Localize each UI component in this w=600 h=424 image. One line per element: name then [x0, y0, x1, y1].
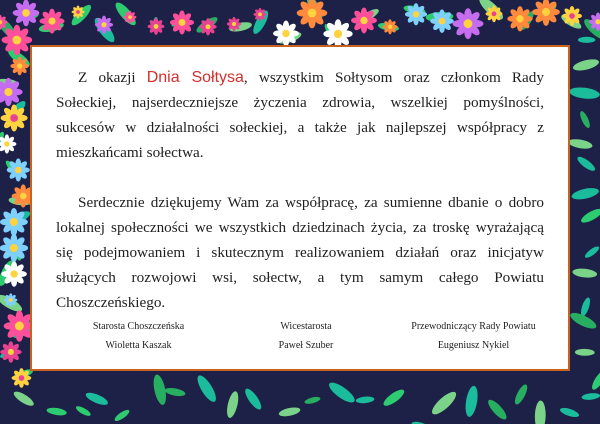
- leaf-shape: [356, 396, 375, 404]
- greeting-paragraph: [56, 65, 544, 165]
- signature-title: Wicestarosta: [280, 321, 332, 332]
- leaf-shape: [75, 404, 92, 417]
- leaf-shape: [429, 389, 459, 418]
- flower-shape: [148, 18, 165, 35]
- leaf-shape: [572, 57, 600, 73]
- leaf-shape: [572, 267, 598, 278]
- leaf-shape: [579, 296, 592, 317]
- leaf-shape: [164, 387, 186, 398]
- flower-shape: [12, 368, 32, 388]
- flower-shape: [7, 158, 30, 181]
- signatures: [56, 321, 556, 351]
- leaf-shape: [464, 385, 480, 418]
- leaf-shape: [113, 408, 131, 423]
- flower-shape: [95, 16, 113, 34]
- leaf-shape: [559, 406, 580, 419]
- flower-shape: [4, 293, 17, 306]
- signature-przewodniczacy: [391, 321, 556, 351]
- flower-shape: [273, 21, 299, 47]
- leaf-shape: [575, 154, 596, 173]
- flower-shape: [13, 0, 40, 26]
- flower-shape: [453, 8, 484, 39]
- flower-shape: [170, 10, 194, 34]
- leaf-shape: [581, 392, 600, 400]
- signature-starosta: [56, 321, 221, 351]
- flower-shape: [507, 6, 532, 31]
- thanks-paragraph: Serdecznie dziękujemy Wam za współpracę, za sumienne dbanie o dobro lokalnej społeczności we wszystkich dziedzinach życia, za troskę wyrażającą się podejmowaniem i skutecznym realizowaniem działań oraz inicjatyw służących rozwojowi wsi, sołectw, a tym samym całego Powiatu Choszczeńskiego.: [56, 194, 544, 311]
- leaf-shape: [583, 245, 600, 260]
- signature-title: Starosta Choszczeńska: [92, 321, 185, 332]
- leaf-shape: [278, 406, 301, 418]
- flower-shape: [199, 18, 216, 35]
- signature-title: Przewodniczący Rady Powiatu: [411, 321, 536, 332]
- flower-shape: [227, 17, 241, 31]
- leaf-shape: [485, 397, 509, 422]
- leaf-shape: [579, 206, 600, 225]
- leaf-shape: [513, 383, 530, 406]
- signature-name: Paweł Szuber: [278, 340, 334, 351]
- flower-shape: [0, 134, 16, 153]
- flower-shape: [0, 341, 21, 362]
- leaf-shape: [12, 389, 36, 408]
- greeting-card: [30, 45, 570, 371]
- flower-shape: [430, 9, 454, 33]
- leaf-shape: [571, 186, 600, 202]
- flower-shape: [486, 5, 503, 22]
- flower-shape: [253, 8, 266, 21]
- flower-shape: [40, 9, 65, 34]
- leaf-shape: [535, 400, 547, 424]
- flower-shape: [10, 57, 29, 76]
- signature-wicestarosta: [224, 321, 389, 351]
- greeting-prefix: Z okazji: [78, 69, 147, 86]
- leaf-shape: [411, 420, 428, 424]
- leaf-shape: [194, 373, 219, 404]
- leaf-shape: [225, 390, 241, 419]
- leaf-shape: [578, 37, 595, 43]
- leaf-shape: [242, 386, 263, 411]
- flower-shape: [1, 105, 28, 132]
- flower-shape: [532, 0, 560, 26]
- flower-shape: [0, 234, 28, 262]
- flower-shape: [0, 208, 28, 236]
- leaf-shape: [304, 396, 321, 406]
- leaf-shape: [381, 387, 406, 409]
- leaf-shape: [46, 406, 67, 416]
- flower-shape: [72, 5, 85, 18]
- signature-name: Eugeniusz Nykiel: [437, 340, 510, 351]
- flower-shape: [405, 3, 427, 25]
- leaf-shape: [568, 138, 594, 151]
- day-name-highlight: Dnia Sołtysa: [146, 69, 244, 86]
- flower-shape: [1, 261, 27, 287]
- leaf-shape: [326, 379, 357, 405]
- flower-shape: [562, 6, 582, 26]
- flower-shape: [382, 19, 397, 34]
- flower-shape: [297, 0, 328, 28]
- greeting-text: , wszystkim Sołtysom oraz członkom Rady Sołeckiej, najserdeczniejsze życzenia zdrowia, wszelkiej pomyślności, sukcesów w działalności sołeckiej, a także jak najlepszej współpracy z mieszkańcami sołectwa.: [56, 69, 544, 161]
- signature-name: Wioletta Kaszak: [105, 340, 172, 351]
- flower-shape: [351, 8, 377, 34]
- leaf-shape: [84, 390, 109, 407]
- leaf-shape: [590, 369, 600, 392]
- leaf-shape: [569, 86, 600, 100]
- leaf-shape: [578, 110, 591, 129]
- flower-shape: [124, 11, 137, 24]
- flower-shape: [2, 25, 33, 56]
- leaf-shape: [575, 349, 595, 356]
